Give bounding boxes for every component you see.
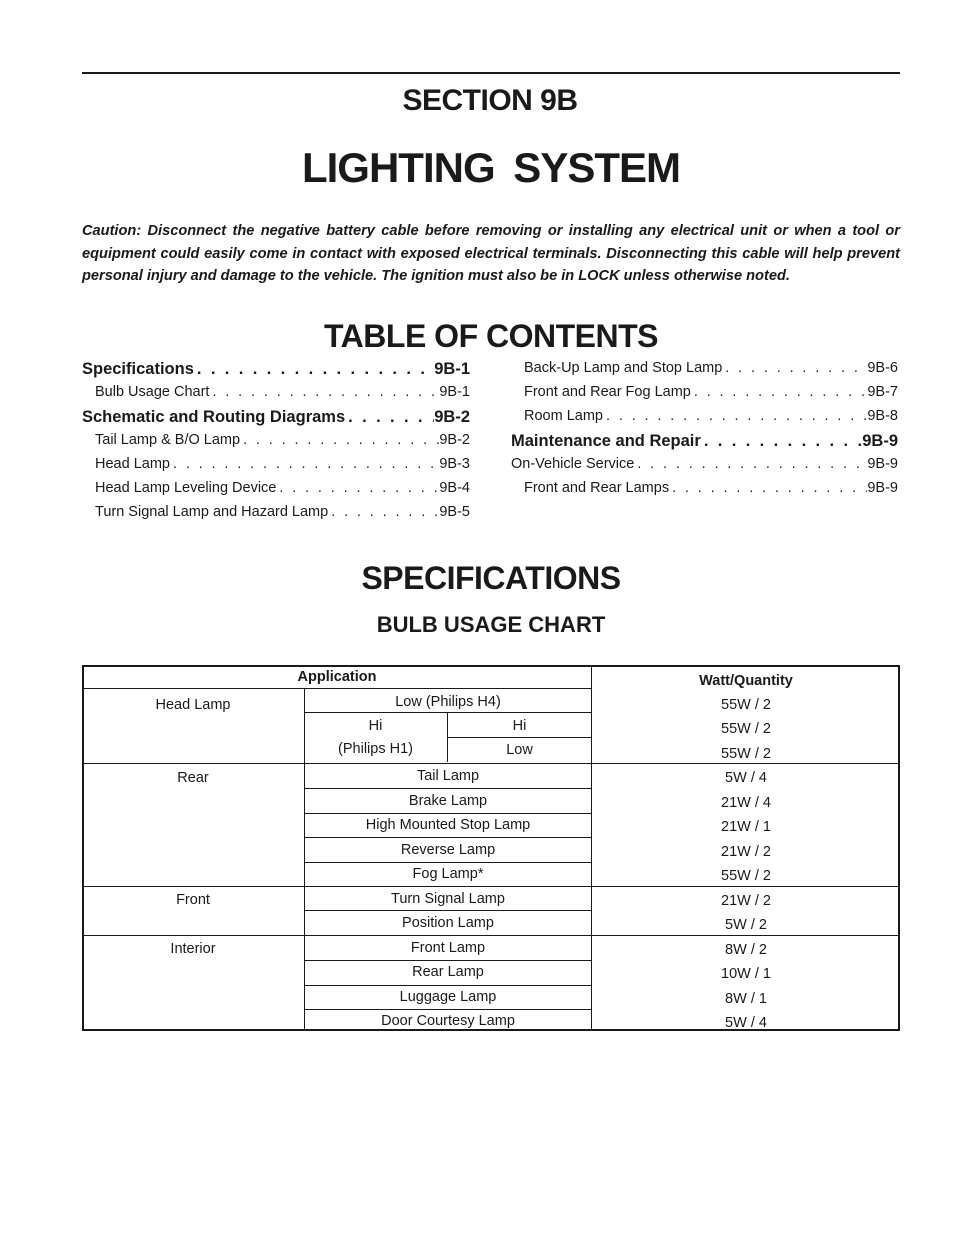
toc-entry[interactable] bbox=[511, 456, 898, 480]
page-title: LIGHTING SYSTEM bbox=[301, 144, 680, 191]
group-separator bbox=[82, 886, 900, 887]
toc-entry-label: Head Lamp bbox=[95, 456, 170, 472]
toc-dot-leader bbox=[276, 480, 439, 496]
row-separator bbox=[304, 862, 592, 863]
toc-entry[interactable] bbox=[82, 480, 470, 504]
toc-dot-leader bbox=[691, 384, 868, 400]
item-rear-lamp: Rear Lamp bbox=[412, 964, 484, 980]
item-front-lamp: Front Lamp bbox=[410, 940, 486, 956]
toc-right-column bbox=[511, 360, 898, 504]
toc-entry[interactable] bbox=[511, 384, 898, 408]
toc-dot-leader bbox=[345, 408, 434, 427]
toc-entry[interactable] bbox=[82, 432, 470, 456]
toc-entry-label: Turn Signal Lamp and Hazard Lamp bbox=[95, 504, 329, 520]
watt-value: 5W / 4 bbox=[725, 1015, 767, 1031]
toc-dot-leader bbox=[603, 408, 867, 424]
toc-entry[interactable] bbox=[511, 360, 898, 384]
group-rear: Rear bbox=[177, 770, 209, 786]
toc-dot-leader bbox=[722, 360, 867, 376]
section-number: SECTION 9B bbox=[402, 84, 578, 117]
header-watt-quantity: Watt/Quantity bbox=[699, 673, 793, 689]
toc-entry-label: Specifications bbox=[82, 360, 194, 378]
watt-value: 21W / 1 bbox=[721, 819, 771, 835]
toc-title: TABLE OF CONTENTS bbox=[324, 318, 658, 354]
item-brake-lamp: Brake Lamp bbox=[408, 793, 488, 809]
watt-value: 55W / 2 bbox=[721, 721, 771, 737]
group-separator bbox=[82, 763, 900, 764]
toc-entry[interactable] bbox=[511, 480, 898, 504]
watt-value: 8W / 1 bbox=[725, 991, 767, 1007]
toc-dot-leader bbox=[634, 456, 867, 472]
item-door-courtesy-lamp: Door Courtesy Lamp bbox=[381, 1013, 515, 1029]
item-high-mounted-stop-lamp: High Mounted Stop Lamp bbox=[365, 817, 531, 833]
row-separator bbox=[304, 712, 592, 713]
watt-value: 5W / 2 bbox=[725, 917, 767, 933]
toc-entry[interactable] bbox=[82, 360, 470, 384]
head-lamp-philips-h1: (Philips H1) bbox=[338, 741, 413, 757]
toc-dot-leader bbox=[669, 480, 867, 496]
toc-entry-page: 9B-2 bbox=[434, 408, 470, 426]
head-lamp-hi-label: Hi bbox=[368, 718, 383, 734]
toc-entry-label: Front and Rear Lamps bbox=[524, 480, 670, 496]
item-turn-signal-lamp: Turn Signal Lamp bbox=[391, 891, 505, 907]
row-separator bbox=[304, 788, 592, 789]
toc-dot-leader bbox=[170, 456, 439, 472]
group-front: Front bbox=[176, 892, 210, 908]
top-rule bbox=[82, 72, 900, 74]
toc-dot-leader bbox=[328, 504, 439, 520]
head-lamp-sub-hi: Hi bbox=[512, 718, 527, 734]
group-interior: Interior bbox=[170, 941, 216, 957]
toc-entry[interactable] bbox=[82, 384, 470, 408]
toc-entry[interactable] bbox=[82, 408, 470, 432]
header-divider bbox=[82, 688, 592, 689]
toc-entry-label: Tail Lamp & B/O Lamp bbox=[95, 432, 241, 448]
toc-entry-label: On-Vehicle Service bbox=[511, 456, 635, 472]
watt-value: 5W / 4 bbox=[725, 770, 767, 786]
watt-value: 21W / 2 bbox=[721, 893, 771, 909]
item-luggage-lamp: Luggage Lamp bbox=[399, 989, 497, 1005]
toc-entry[interactable] bbox=[82, 456, 470, 480]
toc-entry-label: Bulb Usage Chart bbox=[95, 384, 210, 400]
watt-value: 21W / 2 bbox=[721, 844, 771, 860]
toc-entry[interactable] bbox=[511, 432, 898, 456]
toc-left-column bbox=[82, 360, 470, 528]
row-separator bbox=[304, 837, 592, 838]
watt-value: 10W / 1 bbox=[721, 966, 771, 982]
bulb-usage-table bbox=[82, 665, 900, 1031]
group-separator bbox=[82, 935, 900, 936]
head-lamp-low: Low (Philips H4) bbox=[395, 694, 501, 710]
toc-entry-label: Front and Rear Fog Lamp bbox=[524, 384, 691, 400]
specifications-heading: SPECIFICATIONS bbox=[361, 560, 621, 596]
bulb-usage-chart-heading: BULB USAGE CHART bbox=[376, 612, 606, 637]
caution-note: Caution: Disconnect the negative battery cable before removing or installing any electrical unit or when a tool or equipment could easily come in contact with exposed electrical terminals. Disconnecting this cable will help prevent personal injury and damage to the vehicle. The ignition must also be in LOCK unless otherwise noted. bbox=[82, 223, 900, 284]
group-head-lamp: Head Lamp bbox=[155, 697, 231, 713]
watt-value: 55W / 2 bbox=[721, 746, 771, 762]
watt-value: 55W / 2 bbox=[721, 697, 771, 713]
row-separator bbox=[447, 737, 592, 738]
toc-entry-label: Schematic and Routing Diagrams bbox=[82, 408, 346, 426]
row-separator bbox=[304, 910, 592, 911]
row-separator bbox=[304, 813, 592, 814]
toc-entry-page: 9B-2 bbox=[439, 432, 470, 448]
toc-entry[interactable] bbox=[511, 408, 898, 432]
row-separator bbox=[304, 960, 592, 961]
toc-dot-leader bbox=[701, 432, 862, 451]
toc-entry-page: 9B-8 bbox=[867, 408, 898, 424]
toc-entry-label: Room Lamp bbox=[524, 408, 603, 424]
toc-entry-page: 9B-6 bbox=[867, 360, 898, 376]
toc-dot-leader bbox=[209, 384, 439, 400]
toc-dot-leader bbox=[194, 360, 434, 379]
item-reverse-lamp: Reverse Lamp bbox=[400, 842, 496, 858]
toc-entry-label: Back-Up Lamp and Stop Lamp bbox=[524, 360, 723, 376]
watt-value: 21W / 4 bbox=[721, 795, 771, 811]
toc-dot-leader bbox=[240, 432, 439, 448]
row-separator bbox=[304, 985, 592, 986]
header-application: Application bbox=[297, 669, 377, 685]
toc-entry[interactable] bbox=[82, 504, 470, 528]
toc-entry-page: 9B-1 bbox=[439, 384, 470, 400]
toc-entry-page: 9B-5 bbox=[439, 504, 470, 520]
toc-entry-page: 9B-1 bbox=[434, 360, 470, 378]
head-lamp-sub-low: Low bbox=[506, 742, 533, 758]
toc-entry-page: 9B-3 bbox=[439, 456, 470, 472]
toc-entry-page: 9B-9 bbox=[867, 480, 898, 496]
watt-value: 55W / 2 bbox=[721, 868, 771, 884]
toc-entry-label: Maintenance and Repair bbox=[511, 432, 701, 450]
item-fog-lamp: Fog Lamp* bbox=[412, 866, 484, 882]
toc-entry-page: 9B-7 bbox=[867, 384, 898, 400]
toc-entry-page: 9B-9 bbox=[867, 456, 898, 472]
item-tail-lamp: Tail Lamp bbox=[416, 768, 480, 784]
toc-entry-page: 9B-9 bbox=[862, 432, 898, 450]
watt-value: 8W / 2 bbox=[725, 942, 767, 958]
item-position-lamp: Position Lamp bbox=[402, 915, 494, 931]
row-separator bbox=[304, 1009, 592, 1010]
toc-entry-label: Head Lamp Leveling Device bbox=[95, 480, 277, 496]
toc-entry-page: 9B-4 bbox=[439, 480, 470, 496]
